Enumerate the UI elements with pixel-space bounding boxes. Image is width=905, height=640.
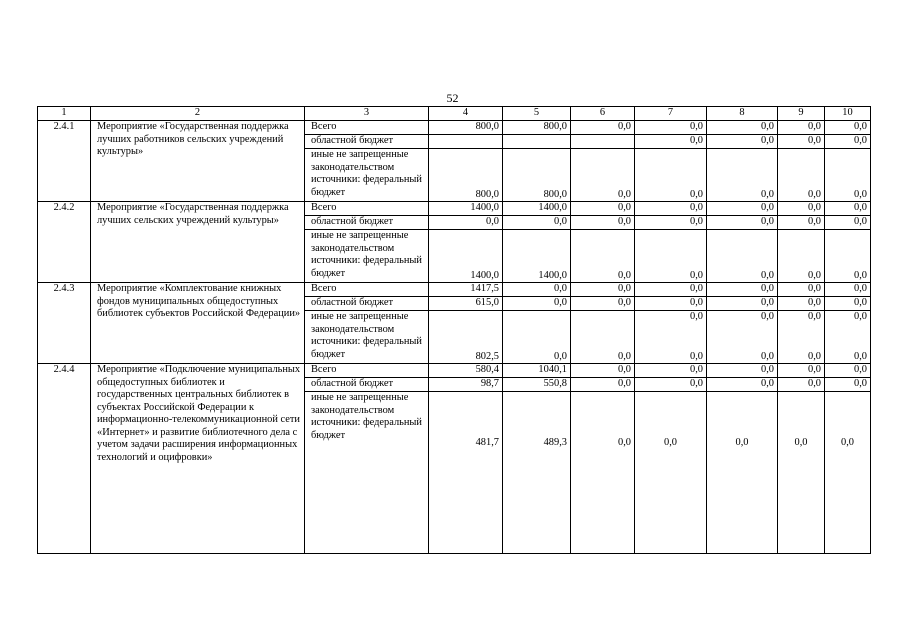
value-cell: 0,0 (707, 392, 778, 554)
header-cell: 1 (38, 107, 91, 121)
funding-source: Всего (305, 364, 429, 378)
value-cell: 800,0 (429, 149, 503, 202)
table-row (38, 202, 871, 216)
value-cell: 0,0 (503, 283, 571, 297)
header-row (38, 107, 871, 121)
page-number: 52 (446, 91, 459, 105)
funding-source: иные не запрещенные законодательством источники: федеральный бюджет (305, 392, 429, 554)
value-cell: 0,0 (503, 216, 571, 230)
value-cell: 0,0 (707, 283, 778, 297)
value-bottom: 0,0 (761, 350, 774, 362)
value-cell: 0,0 (825, 230, 871, 283)
value-cell: 0,0 (778, 392, 825, 554)
budget-table (37, 106, 871, 554)
value-cell: 0,0 (707, 121, 778, 135)
funding-source: областной бюджет (305, 216, 429, 230)
value-cell: 1400,0 (503, 202, 571, 216)
funding-source: Всего (305, 121, 429, 135)
value-cell (503, 135, 571, 149)
header-cell: 8 (707, 107, 778, 121)
value-cell: 0,0 (778, 283, 825, 297)
value-cell: 0,0 (571, 392, 635, 554)
value-cell: 0,0 (778, 297, 825, 311)
value-cell (825, 311, 871, 364)
table-row (38, 283, 871, 297)
value-bottom: 0,0 (854, 350, 867, 362)
funding-source: областной бюджет (305, 135, 429, 149)
header-cell: 6 (571, 107, 635, 121)
value-top: 0,0 (808, 311, 821, 322)
value-cell: 0,0 (778, 149, 825, 202)
funding-source: областной бюджет (305, 297, 429, 311)
value-cell: 0,0 (825, 297, 871, 311)
value-cell: 550,8 (503, 378, 571, 392)
value-cell: 0,0 (825, 202, 871, 216)
table-row (38, 121, 871, 135)
value-cell: 0,0 (635, 135, 707, 149)
value-bottom: 0,0 (808, 350, 821, 362)
value-cell: 0,0 (635, 202, 707, 216)
value-cell: 0,0 (778, 121, 825, 135)
value-cell: 0,0 (635, 378, 707, 392)
value-top: 0,0 (690, 311, 703, 322)
value-cell: 0,0 (778, 202, 825, 216)
activity-title: Мероприятие «Государственная поддержка лучших работников сельских учреждений культуры» (91, 121, 305, 202)
value-cell (635, 311, 707, 364)
value-cell: 489,3 (503, 392, 571, 554)
value-cell: 0,0 (503, 311, 571, 364)
value-cell: 0,0 (778, 135, 825, 149)
table-row (38, 364, 871, 378)
value-cell: 0,0 (571, 121, 635, 135)
activity-title: Мероприятие «Подключение муниципальных общедоступных библиотек и государственных центральных библиотек в субъектах Российской Федерации к информационно-телекоммуникационной сети «Интернет» и развитие библиотечного дела с учетом задачи расширения информационных технологий и оцифровки» (91, 364, 305, 554)
value-top: 0,0 (854, 311, 867, 322)
value-cell: 0,0 (825, 283, 871, 297)
value-cell: 0,0 (571, 216, 635, 230)
funding-source: иные не запрещенные законодательством источники: федеральный бюджет (305, 149, 429, 202)
value-cell: 0,0 (825, 378, 871, 392)
value-cell: 800,0 (503, 121, 571, 135)
funding-source: областной бюджет (305, 378, 429, 392)
value-cell: 0,0 (571, 311, 635, 364)
activity-title: Мероприятие «Комплектование книжных фондов муниципальных общедоступных библиотек субъектов Российской Федерации» (91, 283, 305, 364)
header-cell: 5 (503, 107, 571, 121)
value-cell: 1040,1 (503, 364, 571, 378)
value-cell: 481,7 (429, 392, 503, 554)
value-cell: 0,0 (571, 202, 635, 216)
header-cell: 3 (305, 107, 429, 121)
value-cell: 0,0 (825, 121, 871, 135)
activity-title: Мероприятие «Государственная поддержка лучших сельских учреждений культуры» (91, 202, 305, 283)
value-cell: 1400,0 (429, 230, 503, 283)
value-cell: 0,0 (707, 216, 778, 230)
funding-source: иные не запрещенные законодательством источники: федеральный бюджет (305, 311, 429, 364)
value-cell: 0,0 (571, 378, 635, 392)
value-cell: 0,0 (825, 392, 871, 554)
value-cell: 0,0 (571, 297, 635, 311)
value-cell: 0,0 (635, 121, 707, 135)
value-cell: 0,0 (825, 135, 871, 149)
value-cell: 0,0 (707, 297, 778, 311)
value-cell (571, 135, 635, 149)
value-bottom: 0,0 (690, 350, 703, 362)
funding-source: иные не запрещенные законодательством источники: федеральный бюджет (305, 230, 429, 283)
value-cell: 0,0 (707, 149, 778, 202)
header-cell: 2 (91, 107, 305, 121)
funding-source: Всего (305, 283, 429, 297)
value-cell: 0,0 (707, 202, 778, 216)
value-cell: 0,0 (707, 364, 778, 378)
value-cell: 0,0 (635, 297, 707, 311)
header-cell: 7 (635, 107, 707, 121)
value-cell: 0,0 (571, 149, 635, 202)
value-cell: 0,0 (707, 135, 778, 149)
value-cell: 0,0 (778, 230, 825, 283)
header-cell: 10 (825, 107, 871, 121)
value-cell: 0,0 (571, 230, 635, 283)
header-cell: 9 (778, 107, 825, 121)
value-cell: 0,0 (825, 216, 871, 230)
value-cell: 0,0 (825, 149, 871, 202)
value-cell: 0,0 (635, 392, 707, 554)
value-cell: 615,0 (429, 297, 503, 311)
value-cell: 1417,5 (429, 283, 503, 297)
value-cell (778, 311, 825, 364)
value-cell: 802,5 (429, 311, 503, 364)
header-cell: 4 (429, 107, 503, 121)
value-cell: 1400,0 (429, 202, 503, 216)
value-cell: 0,0 (571, 364, 635, 378)
item-number: 2.4.3 (38, 283, 91, 364)
value-cell (707, 311, 778, 364)
value-cell: 0,0 (635, 230, 707, 283)
value-cell: 0,0 (635, 216, 707, 230)
item-number: 2.4.2 (38, 202, 91, 283)
value-cell: 1400,0 (503, 230, 571, 283)
item-number: 2.4.4 (38, 364, 91, 554)
value-top: 0,0 (761, 311, 774, 322)
value-cell: 0,0 (707, 230, 778, 283)
value-cell: 0,0 (778, 378, 825, 392)
value-cell: 0,0 (707, 378, 778, 392)
value-cell: 800,0 (429, 121, 503, 135)
value-cell: 98,7 (429, 378, 503, 392)
value-cell: 0,0 (503, 297, 571, 311)
item-number: 2.4.1 (38, 121, 91, 202)
value-cell: 0,0 (635, 149, 707, 202)
value-cell: 0,0 (778, 216, 825, 230)
funding-source: Всего (305, 202, 429, 216)
value-cell: 0,0 (825, 364, 871, 378)
value-cell: 580,4 (429, 364, 503, 378)
value-cell: 0,0 (635, 364, 707, 378)
value-cell: 0,0 (778, 364, 825, 378)
value-cell: 800,0 (503, 149, 571, 202)
value-cell: 0,0 (571, 283, 635, 297)
value-cell: 0,0 (429, 216, 503, 230)
value-cell: 0,0 (635, 283, 707, 297)
value-cell (429, 135, 503, 149)
